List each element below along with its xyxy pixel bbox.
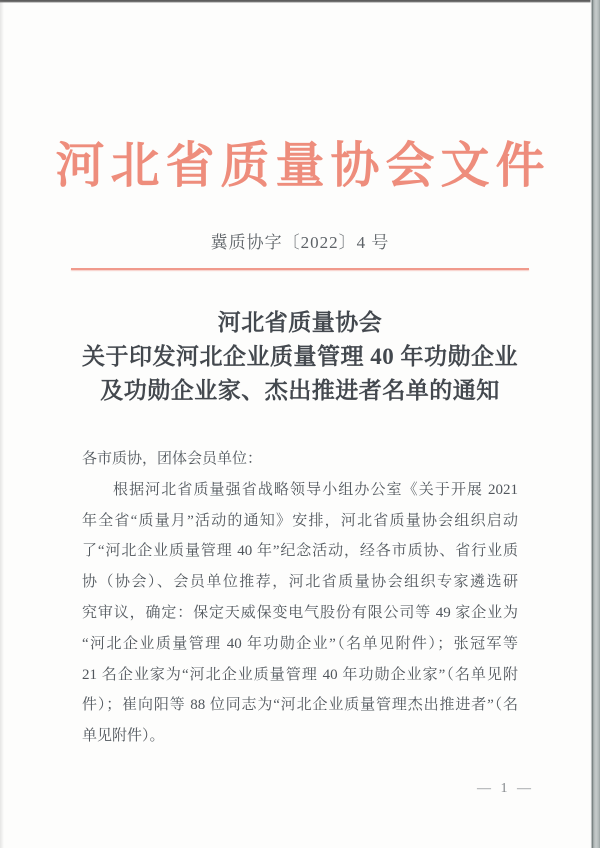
body-line: 21 名企业家为“河北企业质量管理 40 年功勋企业家”（名单见附 <box>82 666 518 683</box>
body-line: 件）；崔向阳等 88 位同志为“河北企业质量管理杰出推进者”（名 <box>82 697 518 714</box>
body-line: 究审议，确定：保定天威保变电气股份有限公司等 49 家企业为 <box>82 604 518 621</box>
letterhead-title: 河北省质量协会文件 <box>55 138 551 193</box>
body-line-last: 单见附件）。 <box>82 728 165 745</box>
document-title-line-3: 及功勋企业家、杰出推进者名单的通知 <box>100 378 500 403</box>
body-line: 了“河北企业质量管理 40 年”纪念活动，经各市质协、省行业质 <box>82 543 518 560</box>
body-line: 协（协会）、会员单位推荐，河北省质量协会组织专家遴选研 <box>82 574 518 591</box>
document-title-line-2: 关于印发河北企业质量管理 40 年功勋企业 <box>82 344 518 369</box>
scan-edge-top <box>0 0 600 3</box>
body-line-salutation: 各市质协，团体会员单位： <box>82 451 263 467</box>
doc-number: 冀质协字〔2022〕4 号 <box>210 233 390 252</box>
body-line: 根据河北省质量强省战略领导小组办公室《关于开展 2021 <box>113 481 518 498</box>
document-title <box>0 306 600 408</box>
body-paragraph <box>0 444 600 752</box>
document-title-line-1: 河北省质量协会 <box>217 310 383 335</box>
body-line: “河北企业质量管理 40 年功勋企业”（名单见附件）；张冠军等 <box>82 635 518 652</box>
scan-edge-left <box>0 0 4 848</box>
body-line: 年全省“质量月”活动的通知》安排，河北省质量协会组织启动 <box>82 512 518 529</box>
red-divider-line <box>71 268 529 270</box>
page-number: — 1 — <box>477 781 534 796</box>
scan-edge-right <box>590 0 600 848</box>
